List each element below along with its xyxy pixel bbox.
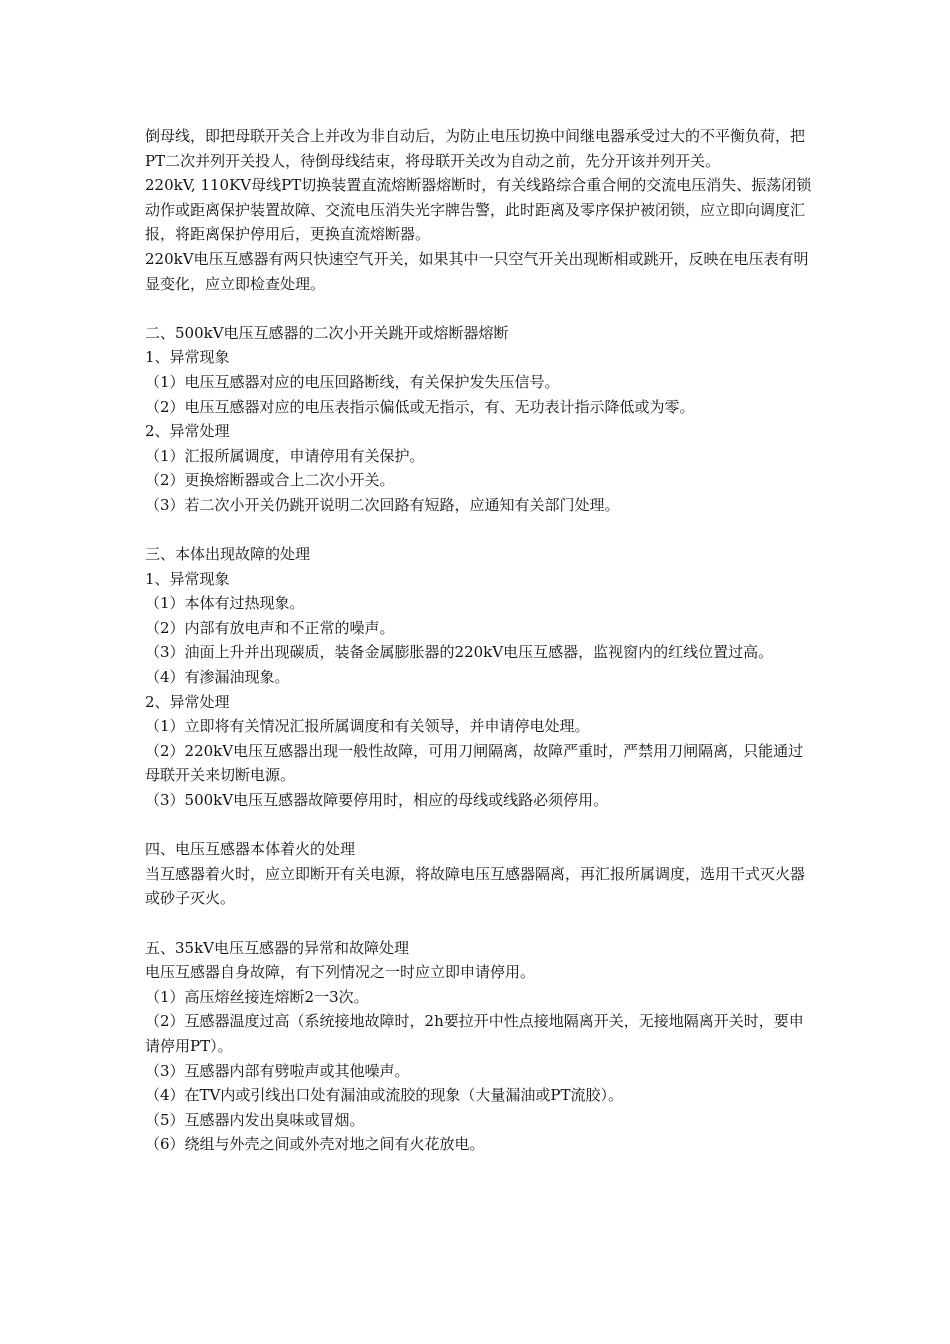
document-body [145,124,815,1157]
list-item: （3）互感器内部有劈啦声或其他噪声。 [145,1061,410,1080]
list-item: （1）电压互感器对应的电压回路断线，有关保护发失压信号。 [145,372,560,391]
list-item: （2）电压互感器对应的电压表指示偏低或无指示，有、无功表计指示降低或为零。 [145,397,695,416]
blank-line [145,813,815,838]
blank-line [145,911,815,936]
list-item: （2）220kV电压互感器出现一般性故障，可用刀闸隔离，故障严重时，严禁用刀闸隔离，只能通过母联开关来切断电源。 [145,741,804,785]
subsection-heading: 1、异常现象 [145,348,230,367]
subsection-heading: 2、异常处理 [145,692,230,711]
list-item: （2）更换熔断器或合上二次小开关。 [145,471,395,490]
list-item: （1）高压熔丝接连熔断2一3次。 [145,987,369,1006]
blank-line [145,518,815,543]
blank-line [145,296,815,321]
section-heading: 四、电压互感器本体着火的处理 [145,840,356,859]
list-item: （3）500kV电压互感器故障要停用时，相应的母线或线路必须停用。 [145,791,609,810]
section-heading: 三、本体出现故障的处理 [145,545,311,564]
list-item: （5）互感器内发出臭味或冒烟。 [145,1110,365,1129]
list-item: （2）内部有放电声和不正常的噪声。 [145,618,395,637]
paragraph: 当互感器着火时，应立即断开有关电源，将故障电压互感器隔离，再汇报所属调度，选用干式灭火器或砂子灭火。 [145,864,806,908]
list-item: （2）互感器温度过高（系统接地故障时，2h要拉开中性点接地隔离开关，无接地隔离开关时，要申请停用PT）。 [145,1012,804,1055]
subsection-heading: 2、异常处理 [145,422,230,441]
paragraph: 电压互感器自身故障，有下列情况之一时应立即申请停用。 [145,963,536,982]
list-item: （1）汇报所属调度，申请停用有关保护。 [145,446,425,465]
paragraph: 220kV电压互感器有两只快速空气开关，如果其中一只空气开关出现断相或跳开，反映在电压表有明显变化，应立即检查处理。 [145,249,809,293]
list-item: （3）若二次小开关仍跳开说明二次回路有短路，应通知有关部门处理。 [145,495,620,514]
list-item: （4）在TV内或引线出口处有漏油或流胶的现象（大量漏油或PT流胶）。 [145,1086,623,1105]
list-item: （6）绕组与外壳之间或外壳对地之间有火花放电。 [145,1135,485,1154]
list-item: （1）本体有过热现象。 [145,594,305,613]
paragraph: 220kV, 110KV母线PT切换装置直流熔断器熔断时，有关线路综合重合闸的交流电压消失、振荡闭锁动作或距离保护装置故障、交流电压消失光字牌告警，此时距离及零序保护被闭锁，应立即向调度汇报，将距离保护停用后，更换直流熔断器。 [145,176,812,244]
list-item: （4）有渗漏油现象。 [145,668,290,687]
list-item: （3）油面上升并出现碳质，装备金属膨胀器的220kV电压互感器，监视窗内的红线位置过高。 [145,643,774,662]
list-item: （1）立即将有关情况汇报所属调度和有关领导，并申请停电处理。 [145,717,590,736]
paragraph: 倒母线，即把母联开关合上并改为非自动后，为防止电压切换中间继电器承受过大的不平衡负荷，把PT二次并列开关投人，待倒母线结束，将母联开关改为自动之前，先分开该并列开关。 [145,127,806,170]
subsection-heading: 1、异常现象 [145,569,230,588]
section-heading: 二、500kV电压互感器的二次小开关跳开或熔断器熔断 [145,323,509,342]
section-heading: 五、35kV电压互感器的异常和故障处理 [145,938,410,957]
